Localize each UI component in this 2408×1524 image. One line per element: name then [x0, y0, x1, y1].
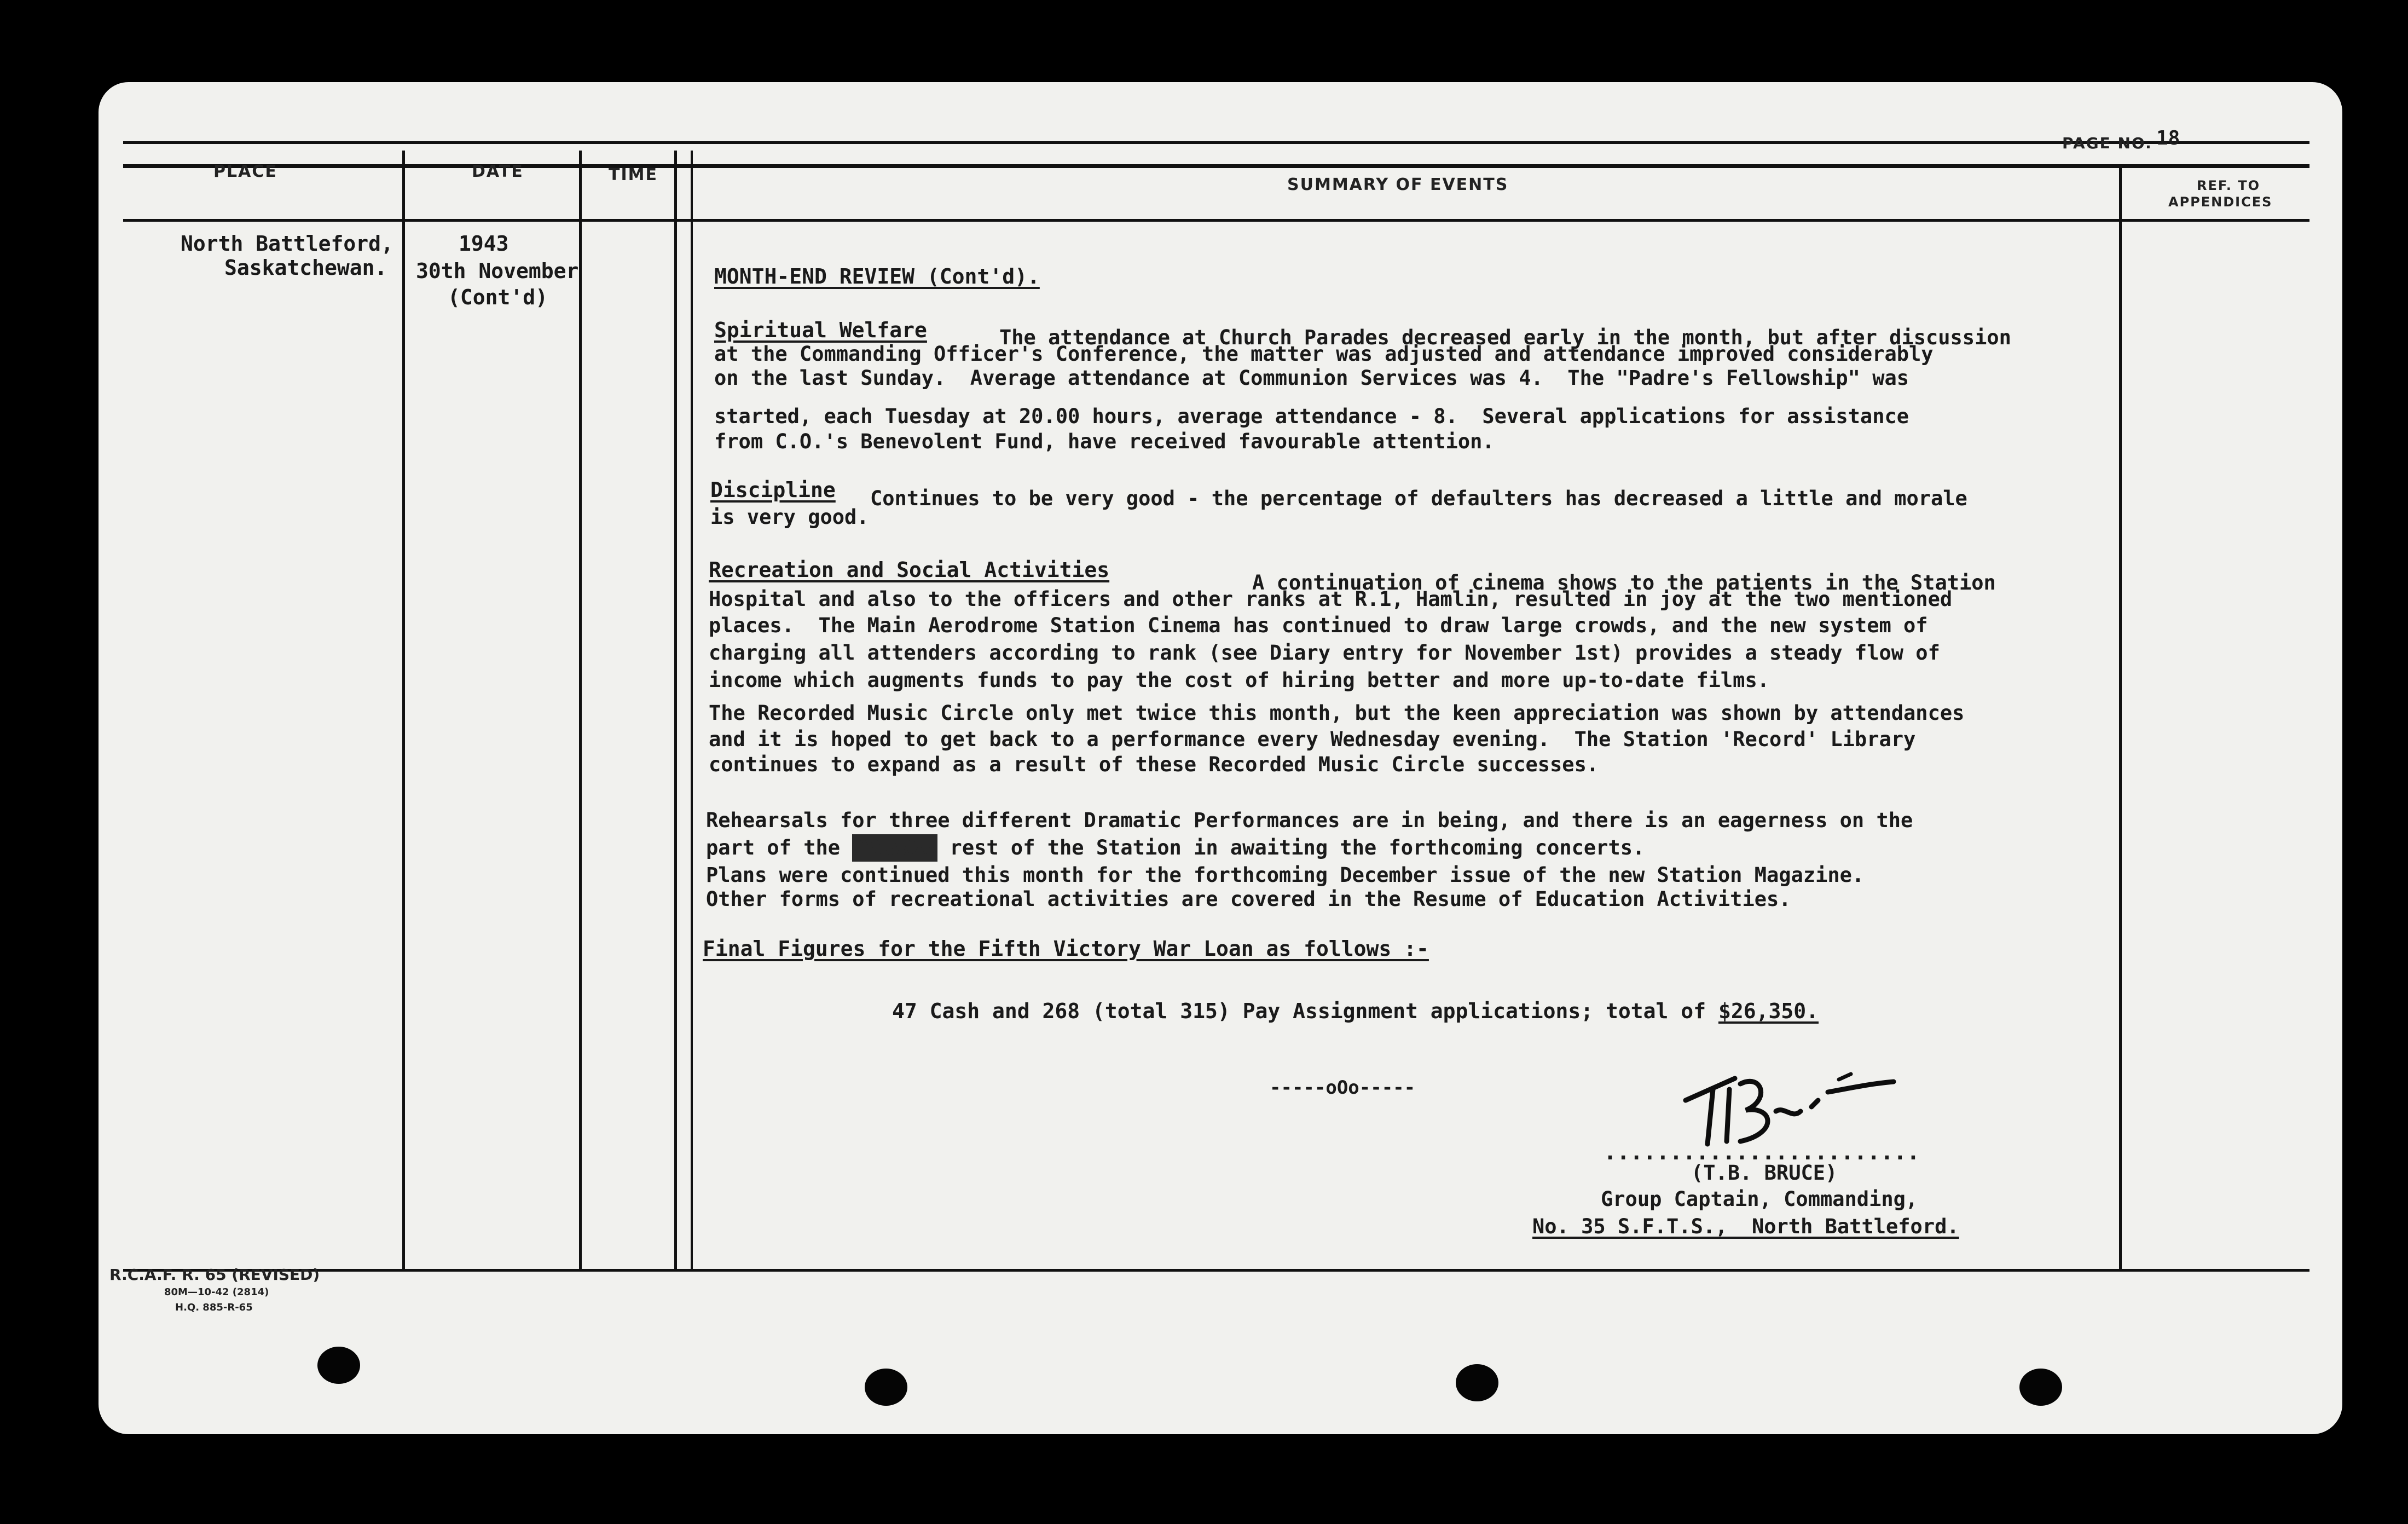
place-line2: Saskatchewan.: [224, 256, 387, 280]
war-loan-heading: Final Figures for the Fifth Victory War Loan as follows :-: [703, 937, 1429, 961]
war-loan-figures-text: 47 Cash and 268 (total 315) Pay Assignment applications; total of: [892, 999, 1718, 1023]
rehearsal-line4: Other forms of recreational activities are covered in the Resume of Education Activities.: [706, 887, 1791, 911]
column-divider-time: [674, 151, 677, 1270]
signatory-name: (T.B. BRUCE): [1691, 1161, 1838, 1185]
discipline-heading: Discipline: [710, 478, 836, 502]
header-ref-line1: REF. TO: [2197, 178, 2260, 193]
header-bottom-rule: [123, 219, 2309, 222]
review-title: MONTH-END REVIEW (Cont'd).: [714, 264, 1040, 288]
print-code-1: 80M—10-42 (2814): [164, 1286, 269, 1298]
recreation-line2: Hospital and also to the officers and other ranks at R.1, Hamlin, resulted in joy at the two mentioned: [709, 587, 1953, 611]
header-date: DATE: [472, 162, 524, 181]
column-divider-date: [579, 151, 582, 1270]
war-loan-figures: [892, 997, 1819, 1025]
recreation-heading: Recreation and Social Activities: [709, 558, 1110, 582]
spiritual-line5: from C.O.'s Benevolent Fund, have received favourable attention.: [714, 430, 1495, 453]
signatory-unit: No. 35 S.F.T.S., North Battleford.: [1532, 1215, 1959, 1238]
place-line1: North Battleford,: [181, 232, 393, 256]
discipline-line1: Continues to be very good - the percentage of defaulters has decreased a little and morale: [870, 487, 1967, 510]
struck-out-word: XXXXXXX: [852, 834, 937, 862]
recreation-line5: income which augments funds to pay the cost of hiring better and more up-to-date films.: [709, 668, 1770, 692]
spiritual-line2: at the Commanding Officer's Conference, the matter was adjusted and attendance improved considerably: [714, 342, 1934, 366]
header-place: PLACE: [213, 162, 277, 181]
rehearsal-line1: Rehearsals for three different Dramatic Performances are in being, and there is an eagerness on the: [706, 809, 1913, 832]
rehearsal-line2-end: rest of the Station in awaiting the forthcoming concerts.: [950, 836, 1645, 859]
column-divider-summary: [2119, 167, 2122, 1270]
punch-hole-3: [1456, 1364, 1498, 1401]
print-code-2: H.Q. 885-R-65: [175, 1302, 253, 1313]
date-day: 30th November: [416, 259, 579, 283]
signatory-rank: Group Captain, Commanding,: [1601, 1187, 1918, 1211]
spiritual-line3: on the last Sunday. Average attendance at Communion Services was 4. The "Padre's Fellowship" was: [714, 366, 1909, 390]
rehearsal-line2-start: part of the: [706, 836, 841, 859]
column-divider-time-b: [691, 151, 693, 1270]
recreation-line6: The Recorded Music Circle only met twice this month, but the keen appreciation was shown by attendances: [709, 701, 1965, 725]
spiritual-welfare-heading: Spiritual Welfare: [714, 318, 927, 342]
page-number-label: PAGE NO.: [2062, 134, 2152, 152]
column-divider-place: [402, 151, 405, 1270]
page-number: 18: [2156, 127, 2180, 149]
war-loan-total: $26,350.: [1718, 999, 1819, 1023]
section-separator: -----oOo-----: [1270, 1077, 1416, 1099]
rehearsal-line3: Plans were continued this month for the forthcoming December issue of the new Station Magazine.: [706, 863, 1865, 887]
recreation-line1: A continuation of cinema shows to the patients in the Station: [1252, 571, 1996, 594]
signature-dots: ........................: [1604, 1140, 1920, 1165]
recreation-line8: continues to expand as a result of these Recorded Music Circle successes.: [709, 753, 1599, 776]
recreation-line7: and it is hoped to get back to a performance every Wednesday evening. The Station 'Record' Library: [709, 728, 1916, 751]
punch-hole-2: [865, 1369, 907, 1406]
date-cont: (Cont'd): [448, 285, 548, 309]
punch-hole-1: [317, 1347, 360, 1384]
header-time: TIME: [609, 165, 658, 184]
recreation-line3: places. The Main Aerodrome Station Cinema has continued to draw large crowds, and the new system of: [709, 614, 1928, 637]
form-number: R.C.A.F. R. 65 (REVISED): [109, 1266, 320, 1284]
spiritual-line1: The attendance at Church Parades decreased early in the month, but after discussion: [999, 326, 2011, 349]
footer-rule: [123, 1269, 2309, 1272]
header-rule: [123, 164, 2309, 168]
spiritual-line4: started, each Tuesday at 20.00 hours, average attendance - 8. Several applications for assistance: [714, 405, 1909, 428]
header-summary: SUMMARY OF EVENTS: [1287, 175, 1509, 194]
discipline-line2: is very good.: [710, 505, 869, 529]
header-ref-line2: APPENDICES: [2168, 194, 2273, 210]
top-rule: [123, 141, 2309, 144]
date-year: 1943: [459, 232, 509, 256]
punch-hole-4: [2019, 1369, 2062, 1406]
recreation-line4: charging all attenders according to rank (see Diary entry for November 1st) provides a steady flow of: [709, 641, 1940, 665]
rehearsal-line2: [706, 834, 1645, 862]
